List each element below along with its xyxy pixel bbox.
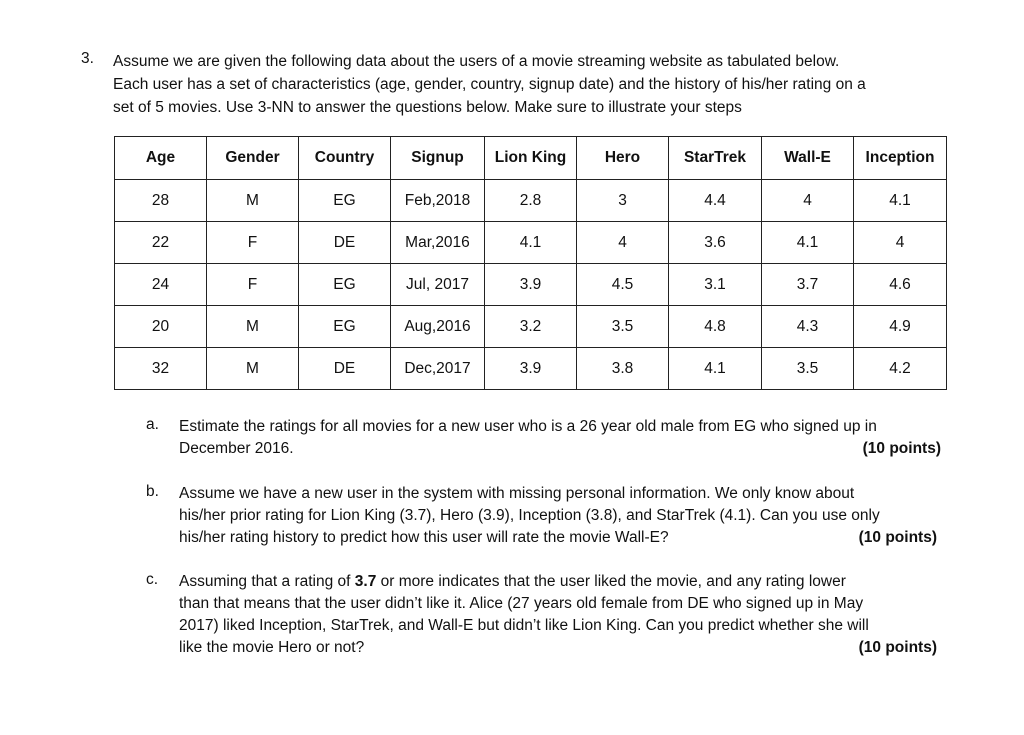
part-b-text (179, 483, 941, 549)
table-cell: 28 (115, 180, 207, 222)
question-number: 3. (81, 50, 94, 67)
text-line: 2017) liked Inception, StarTrek, and Wall-E but didn’t like Lion King. Can you predict whether she will (179, 617, 869, 634)
column-header: StarTrek (669, 137, 762, 180)
table-cell: DE (299, 222, 391, 264)
table-cell: EG (299, 306, 391, 348)
table-row (115, 222, 947, 264)
table-cell: Feb,2018 (391, 180, 485, 222)
points-label: (10 points) (862, 440, 941, 457)
table-cell: 4 (577, 222, 669, 264)
table-row (115, 180, 947, 222)
table-row (115, 306, 947, 348)
table-cell: 4.1 (485, 222, 577, 264)
text-fragment: Assuming that a rating of (179, 573, 355, 590)
table-cell: 4.1 (669, 348, 762, 390)
ratings-table (114, 136, 947, 390)
table-cell: 4.5 (577, 264, 669, 306)
table-cell: 3.9 (485, 348, 577, 390)
table-cell: M (207, 180, 299, 222)
table-cell: 4.1 (854, 180, 947, 222)
column-header: Inception (854, 137, 947, 180)
part-letter: a. (146, 416, 159, 433)
points-label: (10 points) (858, 639, 937, 656)
part-a (146, 416, 941, 466)
question-intro (113, 50, 941, 119)
table-row (115, 264, 947, 306)
text-line: December 2016. (179, 440, 294, 457)
table-cell: 20 (115, 306, 207, 348)
column-header: Age (115, 137, 207, 180)
column-header: Signup (391, 137, 485, 180)
part-a-text (179, 416, 941, 460)
table-cell: DE (299, 348, 391, 390)
column-header: Wall-E (762, 137, 854, 180)
table-cell: 3.5 (577, 306, 669, 348)
table-cell: 3.8 (577, 348, 669, 390)
text-fragment: or more indicates that the user liked the movie, and any rating lower (376, 573, 846, 590)
table-cell: EG (299, 264, 391, 306)
table-cell: 4.9 (854, 306, 947, 348)
text-line: his/her rating history to predict how this user will rate the movie Wall-E? (179, 529, 669, 546)
text-line: like the movie Hero or not? (179, 639, 365, 656)
text-line: Estimate the ratings for all movies for a new user who is a 26 year old male from EG who signed up in (179, 418, 877, 435)
table-cell: 3.2 (485, 306, 577, 348)
table-cell: M (207, 306, 299, 348)
table-cell: Dec,2017 (391, 348, 485, 390)
part-b (146, 483, 941, 553)
part-c (146, 571, 941, 663)
table-cell: 24 (115, 264, 207, 306)
points-label: (10 points) (858, 529, 937, 546)
table-cell: 2.8 (485, 180, 577, 222)
table-cell: 3.1 (669, 264, 762, 306)
table-cell: 3.7 (762, 264, 854, 306)
table-row (115, 348, 947, 390)
table-cell: 3.6 (669, 222, 762, 264)
table-cell: M (207, 348, 299, 390)
table-cell: 4 (854, 222, 947, 264)
threshold-value: 3.7 (354, 573, 377, 590)
part-c-text (179, 571, 941, 659)
text-line: than that means that the user didn’t like it. Alice (27 years old female from DE who signed up in May (179, 595, 864, 612)
table-cell: 4.4 (669, 180, 762, 222)
table-cell: 3.5 (762, 348, 854, 390)
intro-line: set of 5 movies. Use 3-NN to answer the questions below. Make sure to illustrate your steps (113, 99, 742, 116)
table-cell: 4.8 (669, 306, 762, 348)
text-line: his/her prior rating for Lion King (3.7), Hero (3.9), Inception (3.8), and StarTrek (4.1). Can you use only (179, 507, 880, 524)
table-cell: Jul, 2017 (391, 264, 485, 306)
table-cell: 3 (577, 180, 669, 222)
table-cell: 4.2 (854, 348, 947, 390)
table-cell: 4.1 (762, 222, 854, 264)
table-cell: 4.6 (854, 264, 947, 306)
table-header-row (115, 137, 947, 180)
table-cell: 4 (762, 180, 854, 222)
intro-line: Assume we are given the following data about the users of a movie streaming website as tabulated below. (113, 53, 840, 70)
text-line: Assume we have a new user in the system with missing personal information. We only know about (179, 485, 855, 502)
column-header: Lion King (485, 137, 577, 180)
table-cell: EG (299, 180, 391, 222)
column-header: Hero (577, 137, 669, 180)
table-cell: F (207, 264, 299, 306)
column-header: Country (299, 137, 391, 180)
table-cell: 32 (115, 348, 207, 390)
table-cell: Aug,2016 (391, 306, 485, 348)
intro-line: Each user has a set of characteristics (age, gender, country, signup date) and the history of his/her rating on a (113, 76, 866, 93)
part-letter: c. (146, 571, 159, 588)
table-cell: F (207, 222, 299, 264)
part-letter: b. (146, 483, 159, 500)
column-header: Gender (207, 137, 299, 180)
table-cell: 4.3 (762, 306, 854, 348)
table-cell: 3.9 (485, 264, 577, 306)
table-cell: 22 (115, 222, 207, 264)
table-cell: Mar,2016 (391, 222, 485, 264)
